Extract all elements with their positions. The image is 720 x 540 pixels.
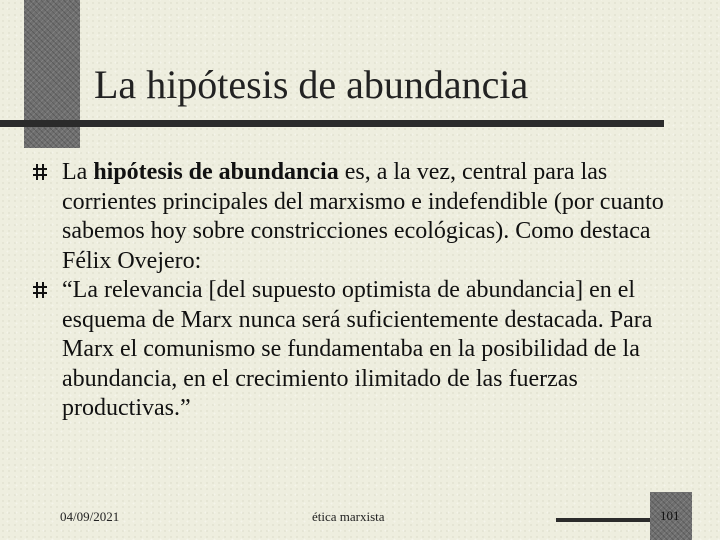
bullet-bold-term: hipótesis de abundancia [93, 159, 339, 185]
bullet-rest-text: es, a la vez, central para las corrientes principales del marxismo e indefendible (por cuanto sabemos hoy sobre constricciones ecológicas). Como destaca Félix Ovejero: [62, 159, 664, 274]
bullet-list [32, 158, 682, 424]
footer-divider [556, 518, 652, 522]
bullet-item [32, 276, 682, 424]
bullet-item [32, 158, 682, 276]
hash-bullet-icon [32, 276, 62, 304]
bullet-text [62, 158, 680, 276]
slide-title: La hipótesis de abundancia [94, 62, 529, 107]
bullet-quote-text: “La relevancia [del supuesto optimista de abundancia] en el esquema de Marx nunca será suficientemente destacada. Para Marx el comunismo se fundamentaba en la posibilidad de la abundancia, en el crecimiento ilimitado de las fuerzas productivas.” [62, 277, 653, 421]
title-divider [0, 120, 664, 127]
hash-bullet-icon [32, 158, 62, 186]
bullet-lead-text: La [62, 159, 94, 185]
page-number: 101 [660, 508, 680, 523]
footer-date: 04/09/2021 [60, 509, 120, 524]
footer-title: ética marxista [312, 509, 385, 524]
